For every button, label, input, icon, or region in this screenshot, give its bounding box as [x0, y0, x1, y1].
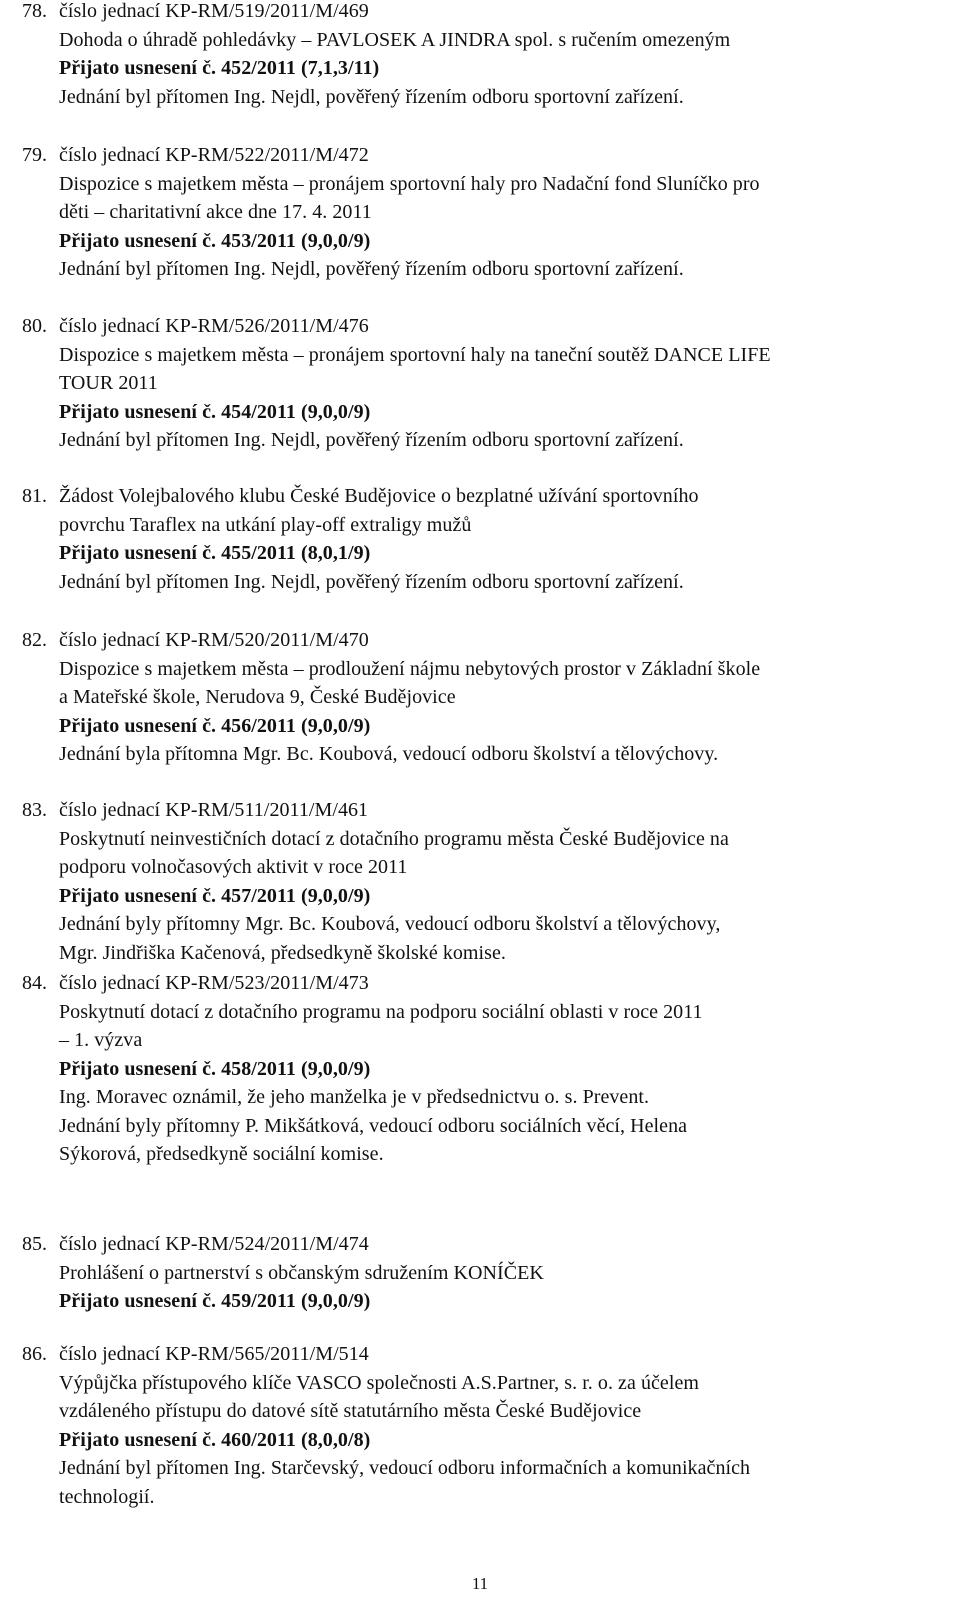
item-number: 80. [22, 315, 47, 337]
item-body [59, 482, 954, 596]
text-line: Mgr. Jindřiška Kačenová, předsedkyně školské komise. [59, 941, 506, 964]
resolution-line: Přijato usnesení č. 452/2011 (7,1,3/11) [59, 57, 380, 79]
item-body [59, 141, 954, 284]
text-line: vzdáleného přístupu do datové sítě statutárního města České Budějovice [59, 1400, 642, 1422]
resolution-line: Přijato usnesení č. 453/2011 (9,0,0/9) [59, 229, 371, 252]
text-line: Dispozice s majetkem města – pronájem sportovní haly pro Nadační fond Sluníčko pro [59, 172, 760, 195]
item-body [59, 969, 954, 1169]
page-number: 11 [471, 1574, 489, 1593]
text-line: Žádost Volejbalového klubu České Budějovice o bezplatné užívání sportovního [59, 485, 699, 507]
text-line: Výpůjčka přístupového klíče VASCO společnosti A.S.Partner, s. r. o. za účelem [59, 1371, 700, 1394]
text-line: Sýkorová, předsedkyně sociální komise. [59, 1143, 384, 1165]
text-line: Jednání byly přítomny P. Mikšátková, vedoucí odboru sociálních věcí, Helena [59, 1114, 688, 1137]
text-line: číslo jednací KP-RM/519/2011/M/469 [59, 0, 369, 22]
resolution-line: Přijato usnesení č. 460/2011 (8,0,0/8) [59, 1428, 371, 1451]
text-line: Dohoda o úhradě pohledávky – PAVLOSEK A JINDRA spol. s ručením omezeným [59, 28, 731, 51]
text-line: děti – charitativní akce dne 17. 4. 2011 [59, 201, 372, 223]
resolution-line: Přijato usnesení č. 456/2011 (9,0,0/9) [59, 714, 371, 737]
text-line: číslo jednací KP-RM/524/2011/M/474 [59, 1233, 369, 1255]
text-line: Jednání byl přítomen Ing. Starčevský, vedoucí odboru informačních a komunikačních [59, 1457, 751, 1479]
item-number: 85. [22, 1233, 47, 1255]
text-line: podporu volnočasových aktivit v roce 2011 [59, 856, 408, 878]
resolution-line: Přijato usnesení č. 454/2011 (9,0,0/9) [59, 400, 371, 423]
text-line: číslo jednací KP-RM/522/2011/M/472 [59, 144, 369, 166]
item-number: 81. [22, 485, 47, 507]
text-line: Jednání byl přítomen Ing. Nejdl, pověřený řízením odboru sportovní zařízení. [59, 570, 684, 593]
item-body [59, 626, 954, 769]
text-line: číslo jednací KP-RM/511/2011/M/461 [59, 799, 369, 821]
item-number: 78. [22, 0, 47, 22]
item-number: 86. [22, 1343, 47, 1365]
text-line: a Mateřské škole, Nerudova 9, České Budějovice [59, 686, 456, 708]
text-line: Poskytnutí dotací z dotačního programu na podporu sociální oblasti v roce 2011 [59, 1000, 703, 1023]
text-line: Jednání byl přítomen Ing. Nejdl, pověřený řízením odboru sportovní zařízení. [59, 85, 684, 108]
resolution-line: Přijato usnesení č. 459/2011 (9,0,0/9) [59, 1290, 371, 1312]
text-line: Jednání byly přítomny Mgr. Bc. Koubová, vedoucí odboru školství a tělovýchovy, [59, 913, 721, 935]
item-body [59, 312, 954, 455]
text-line: povrchu Taraflex na utkání play-off extraligy mužů [59, 513, 472, 536]
text-line: číslo jednací KP-RM/526/2011/M/476 [59, 315, 369, 337]
item-number: 79. [22, 144, 47, 166]
item-body [59, 0, 954, 111]
text-line: Ing. Moravec oznámil, že jeho manželka je v předsednictvu o. s. Prevent. [59, 1086, 650, 1108]
text-line: Jednání byla přítomna Mgr. Bc. Koubová, vedoucí odboru školství a tělovýchovy. [59, 743, 719, 765]
resolution-line: Přijato usnesení č. 455/2011 (8,0,1/9) [59, 542, 371, 564]
text-line: Dispozice s majetkem města – prodloužení nájmu nebytových prostor v Základní škole [59, 657, 761, 680]
text-line: Jednání byl přítomen Ing. Nejdl, pověřený řízením odboru sportovní zařízení. [59, 429, 684, 451]
text-line: TOUR 2011 [59, 372, 158, 394]
text-line: číslo jednací KP-RM/565/2011/M/514 [59, 1343, 369, 1365]
text-line: Dispozice s majetkem města – pronájem sportovní haly na taneční soutěž DANCE LIFE [59, 343, 771, 366]
text-line: – 1. výzva [59, 1029, 143, 1051]
item-number: 84. [22, 972, 47, 994]
text-line: číslo jednací KP-RM/520/2011/M/470 [59, 629, 369, 651]
item-body [59, 796, 954, 967]
text-line: Jednání byl přítomen Ing. Nejdl, pověřený řízením odboru sportovní zařízení. [59, 258, 684, 280]
resolution-line: Přijato usnesení č. 457/2011 (9,0,0/9) [59, 884, 371, 907]
resolution-line: Přijato usnesení č. 458/2011 (9,0,0/9) [59, 1057, 371, 1080]
item-number: 82. [22, 629, 47, 651]
text-line: číslo jednací KP-RM/523/2011/M/473 [59, 972, 369, 994]
item-number: 83. [22, 799, 47, 821]
text-line: technologií. [59, 1485, 155, 1508]
text-line: Poskytnutí neinvestičních dotací z dotačního programu města České Budějovice na [59, 827, 729, 850]
text-line: Prohlášení o partnerství s občanským sdružením KONÍČEK [59, 1261, 544, 1284]
item-body [59, 1230, 954, 1316]
item-body [59, 1340, 954, 1511]
